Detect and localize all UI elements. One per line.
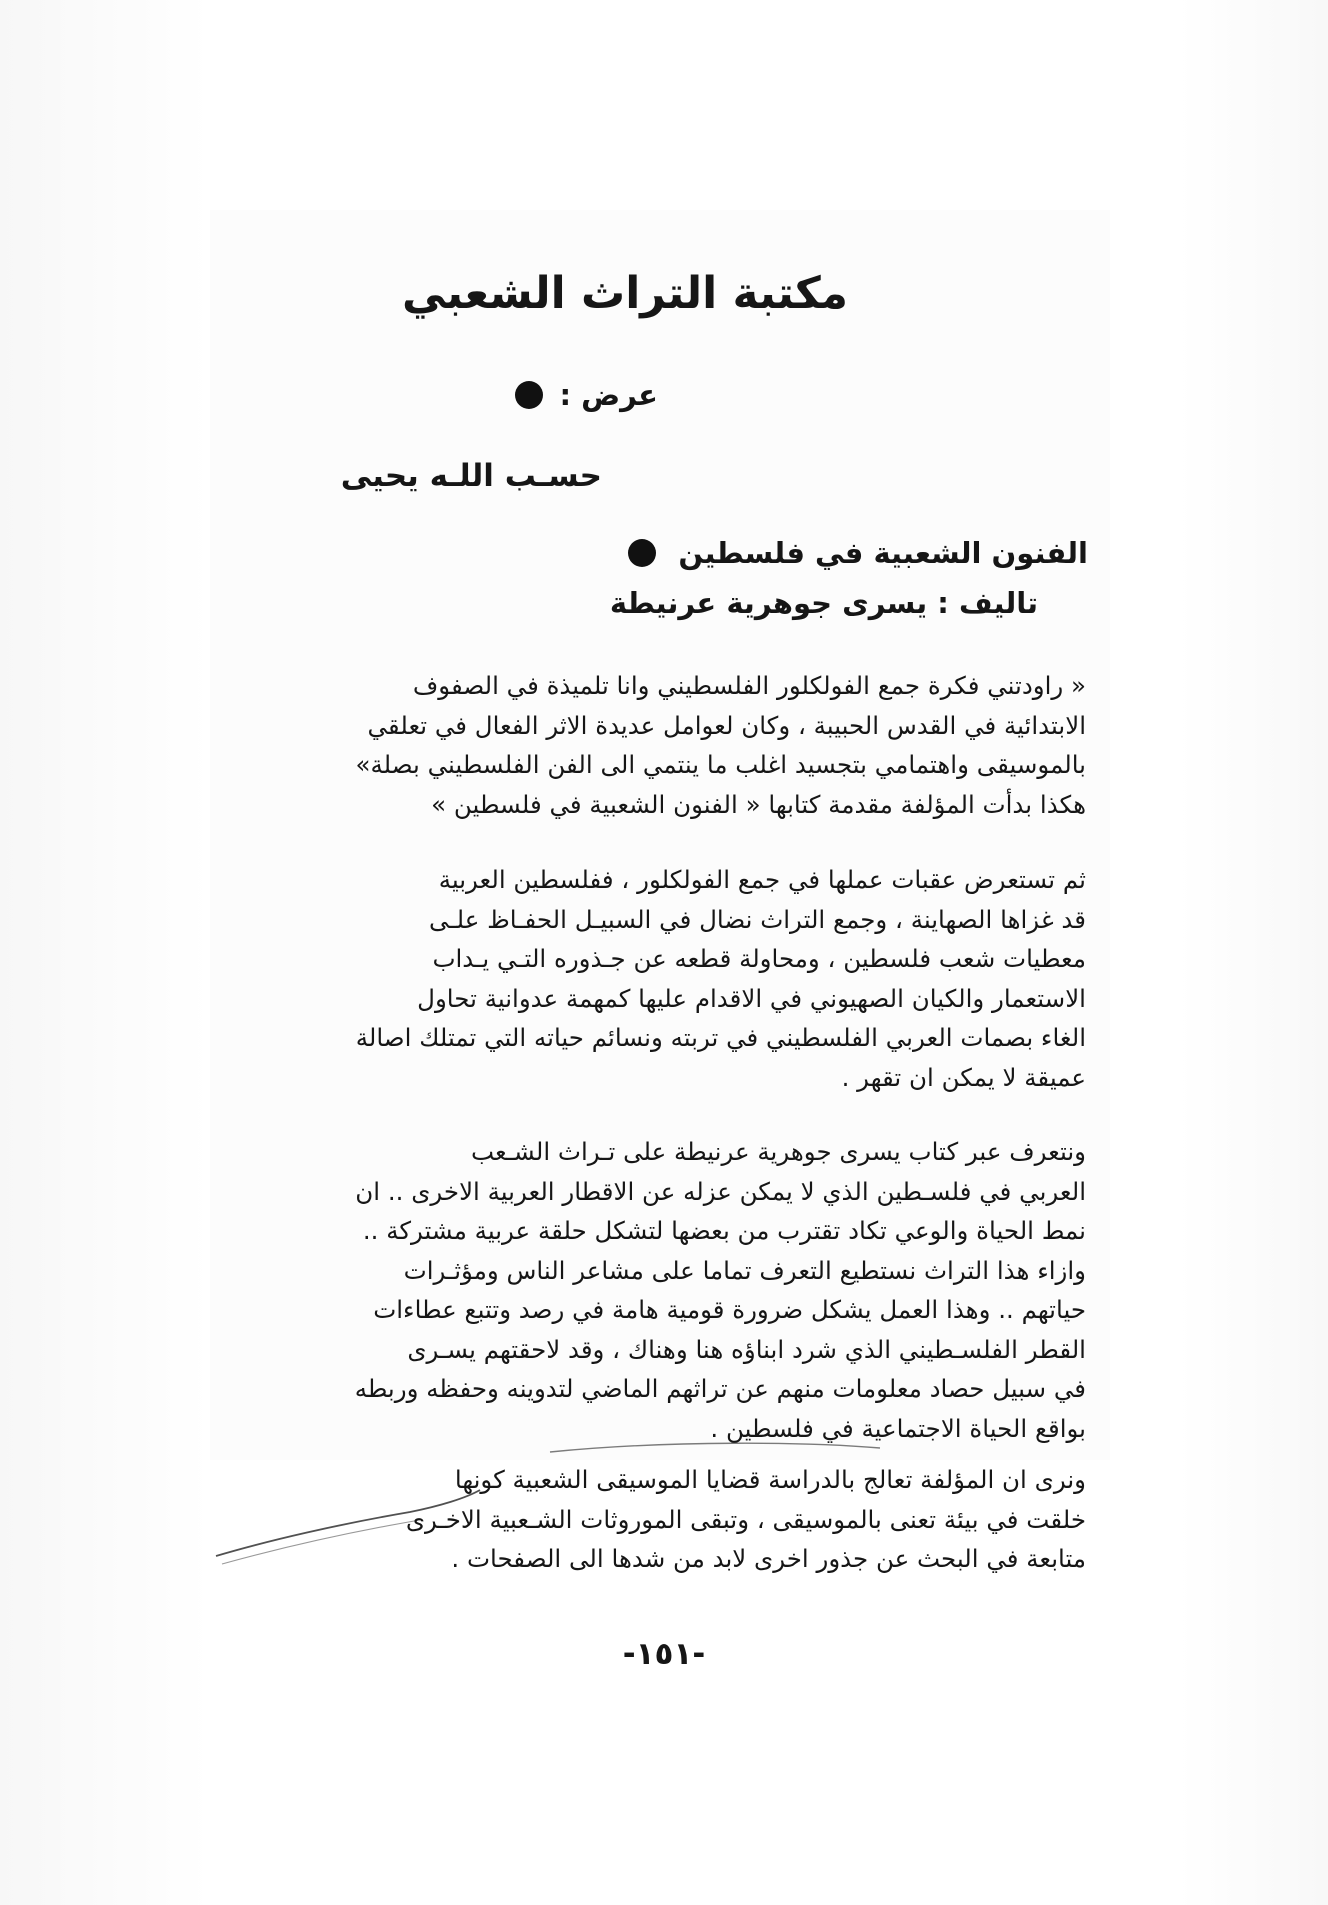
- text-line: هكذا بدأت المؤلفة مقدمة كتابها « الفنون الشعبية في فلسطين »: [431, 789, 1086, 819]
- book-author: تاليف : يسرى جوهرية عرنيطة: [609, 586, 1038, 620]
- book-title-line: [628, 536, 1088, 570]
- text-line: في سبيل حصاد معلومات منهم عن تراثهم الماضي لتدوينه وحفظه وربطه: [354, 1374, 1086, 1403]
- text-line: القطر الفلسـطيني الذي شرد ابناؤه هنا وهناك ، وقد لاحقتهم يسـرى: [407, 1334, 1086, 1364]
- text-line: الغاء بصمات العربي الفلسطيني في تربته ونسائم حياته التي تمتلك اصالة: [355, 1023, 1086, 1052]
- text-line: الاستعمار والكيان الصهيوني في الاقدام عليها كمهمة عدوانية تحاول: [417, 983, 1086, 1013]
- text-line: ونرى ان المؤلفة تعالج بالدراسة قضايا الموسيقى الشعبية كونها: [454, 1465, 1086, 1494]
- text-line: ونتعرف عبر كتاب يسرى جوهرية عرنيطة على تـراث الشـعب: [470, 1137, 1086, 1166]
- text-line: ثم تستعرض عقبات عملها في جمع الفولكلور ، ففلسطين العربية: [438, 865, 1086, 894]
- text-line: « راودتني فكرة جمع الفولكلور الفلسطيني وانا تلميذة في الصفوف: [412, 671, 1086, 700]
- text-line: العربي في فلسـطين الذي لا يمكن عزله عن الاقطار العربية الاخرى .. ان: [355, 1176, 1086, 1206]
- paragraph-3: [240, 1132, 1086, 1448]
- page-number: -١٥١-: [622, 1636, 706, 1672]
- bullet-icon: [515, 381, 543, 409]
- reviewer-name: حسـب اللـه يحيى: [340, 458, 602, 494]
- paragraph-1: [240, 666, 1086, 824]
- text-line: خلقت في بيئة تعنى بالموسيقى ، وتبقى الموروثات الشـعبية الاخـرى: [405, 1504, 1086, 1534]
- text-line: معطيات شعب فلسطين ، ومحاولة قطعه عن جـذوره التـي يـداب: [432, 944, 1086, 973]
- text-line: بواقع الحياة الاجتماعية في فلسطين .: [710, 1413, 1086, 1443]
- review-label: عرض :: [559, 378, 658, 412]
- text-line: حياتهم .. وهذا العمل يشكل ضرورة قومية هامة في رصد وتتبع عطاءات: [373, 1295, 1086, 1324]
- page-title: مكتبة التراث الشعبي: [402, 268, 848, 319]
- text-line: وازاء هذا التراث نستطيع التعرف تماما على مشاعر الناس ومؤثـرات: [403, 1255, 1086, 1285]
- paragraph-2: [240, 860, 1086, 1097]
- text-line: الابتدائية في القدس الحبيبة ، وكان لعوامل عديدة الاثر الفعال في تعلقي: [367, 710, 1086, 740]
- bullet-icon: [628, 539, 656, 567]
- book-title: الفنون الشعبية في فلسطين: [678, 536, 1088, 570]
- text-line: متابعة في البحث عن جذور اخرى لابد من شدها الى الصفحات .: [451, 1544, 1086, 1573]
- text-line: قد غزاها الصهاينة ، وجمع التراث نضال في السبيـل الحفـاظ علـى: [429, 904, 1086, 934]
- text-line: عميقة لا يمكن ان تقهر .: [841, 1062, 1086, 1092]
- review-line: [515, 378, 658, 412]
- paragraph-4: [240, 1460, 1086, 1579]
- text-line: نمط الحياة والوعي تكاد تقترب من بعضها لتشكل حلقة عربية مشتركة ..: [362, 1216, 1086, 1245]
- text-line: بالموسيقى واهتمامي بتجسيد اغلب ما ينتمي الى الفن الفلسطيني بصلة»: [355, 750, 1086, 779]
